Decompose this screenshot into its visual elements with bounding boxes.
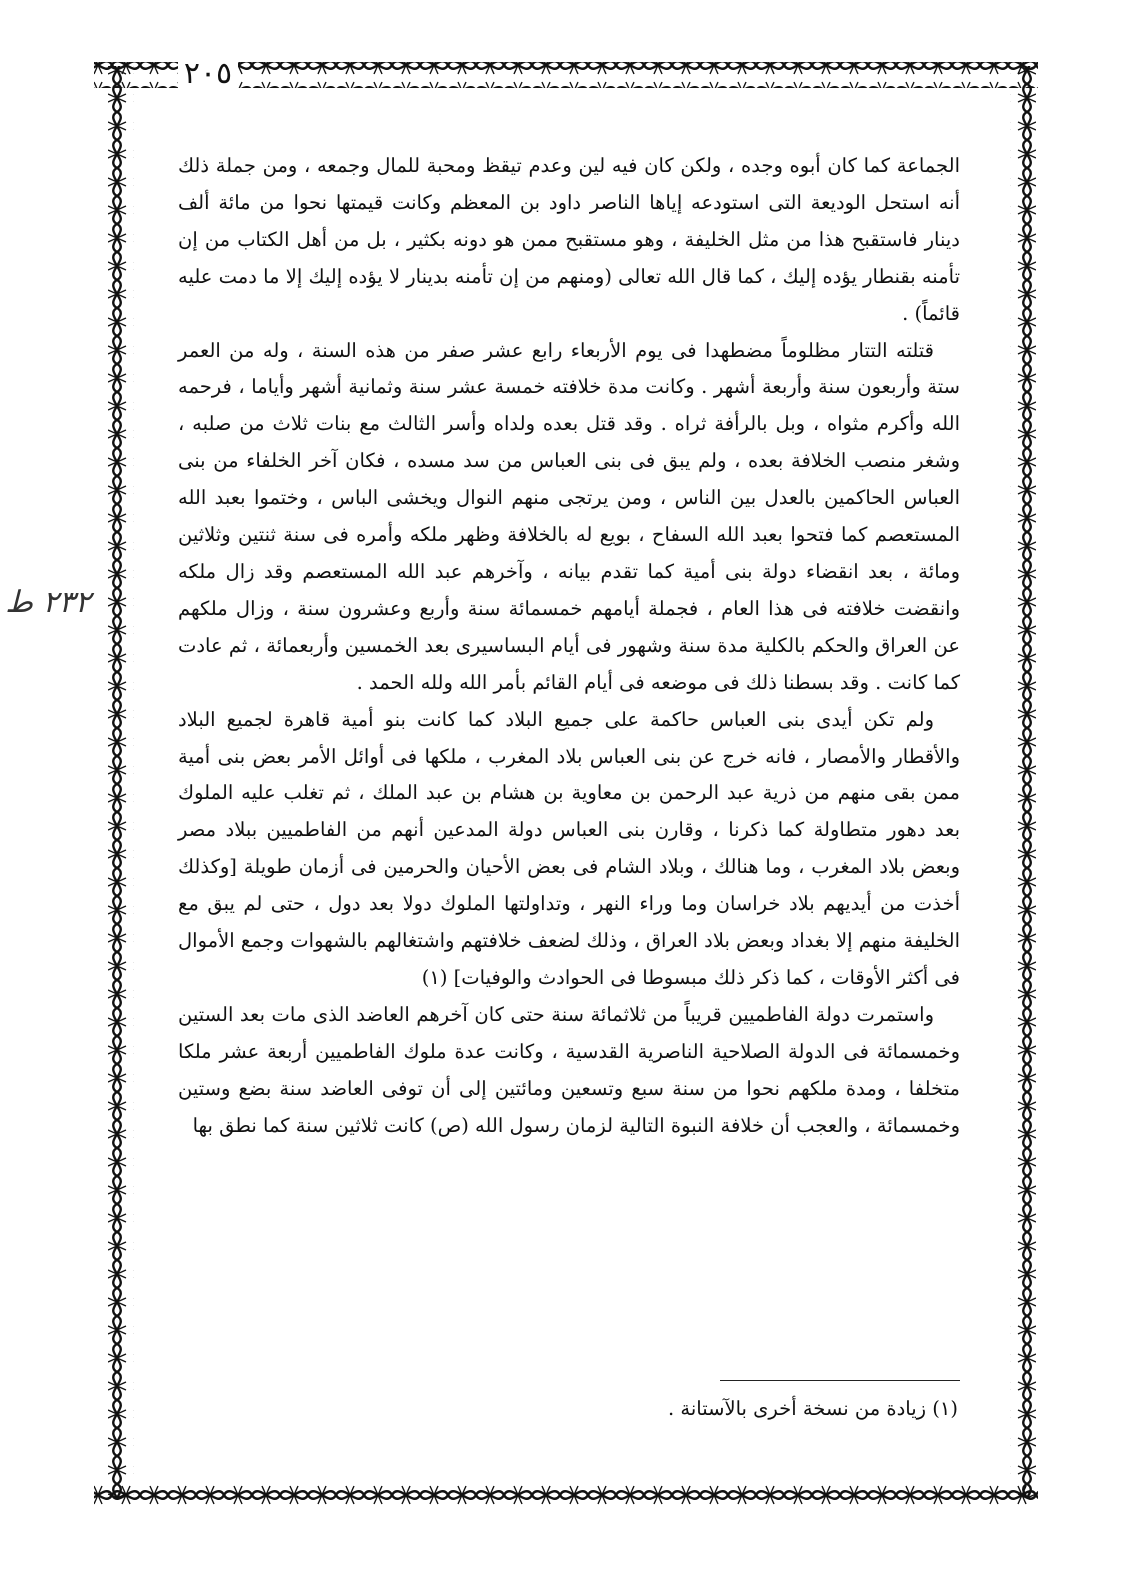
paragraph: قتلته التتار مظلوماً مضطهدا فى يوم الأربعاء رابع عشر صفر من هذه السنة ، وله من العمر ستة وأربعون سنة وأربعة أشهر . وكانت مدة خلافته خمسة عشر سنة وثمانية أشهر وأياما ، فرحمه الله وأكرم مثواه ، وبل بالرأفة ثراه . وقد قتل بعده ولداه وأسر الثالث مع بنات ثلاث من صلبه ، وشغر منصب الخلافة بعده ، ولم يبق فى بنى العباس من سد مسده ، فكان آخر الخلفاء من بنى العباس الحاكمين بالعدل بين الناس ، ومن يرتجى منهم النوال ويخشى الباس ، وختموا بعبد الله المستعصم كما فتحوا بعبد الله السفاح ، بويع له بالخلافة وظهر ملكه وأمره فى سنة ثنتين وثلاثين ومائة ، بعد انقضاء دولة بنى أمية كما تقدم بيانه ، وآخرهم عبد الله المستعصم وقد زال ملكه وانقضت خلافته فى هذا العام ، فجملة أيامهم خمسمائة سنة وأربع وعشرون سنة ، وزال ملكهم عن العراق والحكم بالكلية مدة سنة وشهور فى أيام البساسيرى بعد الخمسين وأربعمائة ، ثم عادت كما كانت . وقد بسطنا ذلك فى موضعه فى أيام القائم بأمر الله ولله الحمد . [178, 338, 960, 694]
paragraph: ولم تكن أيدى بنى العباس حاكمة على جميع البلاد كما كانت بنو أمية قاهرة لجميع البلاد والأقطار والأمصار ، فانه خرج عن بنى العباس بلاد المغرب ، ملكها فى أوائل الأمر بعض بنى أمية ممن بقى منهم من ذرية عبد الرحمن بن معاوية بن هشام بن عبد الملك ، ثم تغلب عليه الملوك بعد دهور متطاولة كما ذكرنا ، وقارن بنى العباس دولة المدعين أنهم من الفاطميين ببلاد مصر وبعض بلاد المغرب ، وما هنالك ، وبلاد الشام فى بعض الأحيان والحرمين فى أزمان طويلة [وكذلك أخذت من أيديهم بلاد خراسان وما وراء النهر ، وتداولتها الملوك دولا بعد دول ، حتى لم يبق مع الخليفة منهم إلا بغداد وبعض بلاد العراق ، وذلك لضعف خلافتهم واشتغالهم بالشهوات وجمع الأموال فى أكثر الأوقات ، كما ذكر ذلك مبسوطا فى الحوادث والوفيات] (١) [178, 707, 960, 989]
bottom-border [94, 1482, 1038, 1508]
paragraph: واستمرت دولة الفاطميين قريباً من ثلاثمائة سنة حتى كان آخرهم العاضد الذى مات بعد الستين وخمسمائة فى الدولة الصلاحية الناصرية القدسية ، وكانت عدة ملوك الفاطميين أربعة عشر ملكا متخلفا ، ومدة ملكهم نحوا من سنة سبع وتسعين ومائتين إلى أن توفى العاضد سنة بضع وستين وخمسمائة ، والعجب أن خلافة النبوة التالية لزمان رسول الله (ص) كانت ثلاثين سنة كما نطق بها [178, 1002, 960, 1137]
page-number: ٢٠٥ [178, 56, 238, 92]
left-border [108, 66, 134, 1498]
footnote: (١) زيادة من نسخة أخرى بالآستانة . [668, 1397, 958, 1420]
paragraph: الجماعة كما كان أبوه وجده ، ولكن كان فيه لين وعدم تيقظ ومحبة للمال وجمعه ، ومن جملة ذلك أنه استحل الوديعة التى استودعه إياها الناصر داود بن المعظم وكانت قيمتها نحوا من مائة ألف دينار فاستقبح هذا من مثل الخليفة ، وهو مستقبح ممن هو دونه بكثير ، بل من أهل الكتاب من إن تأمنه بقنطار يؤده إليك ، كما قال الله تعالى (ومنهم من إن تأمنه بدينار لا يؤده إليك إلا ما دمت عليه قائماً) . [178, 154, 960, 325]
main-text [178, 148, 960, 1144]
right-border [1010, 66, 1036, 1498]
footnote-divider [720, 1380, 960, 1381]
margin-note: ٢٣٢ ط [5, 585, 91, 620]
